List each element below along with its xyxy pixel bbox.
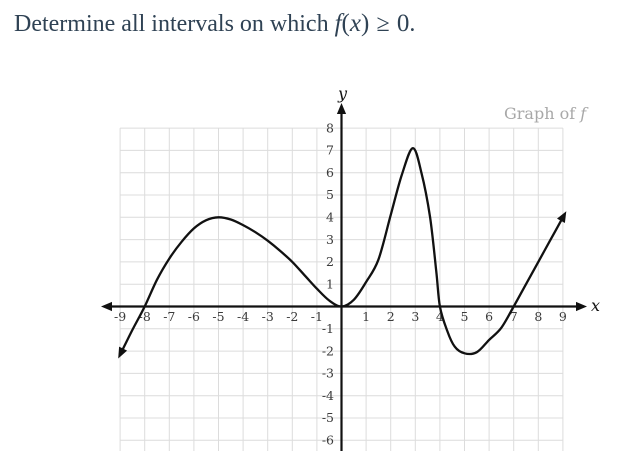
math-x: x xyxy=(349,10,361,37)
svg-text:-6: -6 xyxy=(187,309,200,324)
svg-text:8: 8 xyxy=(534,309,543,324)
svg-text:-2: -2 xyxy=(286,309,299,324)
svg-text:-3: -3 xyxy=(321,365,334,381)
svg-text:9: 9 xyxy=(558,309,567,324)
svg-text:1: 1 xyxy=(362,309,371,324)
question-title-period: . xyxy=(409,11,416,37)
svg-text:4: 4 xyxy=(435,309,444,324)
svg-text:-7: -7 xyxy=(163,309,176,324)
math-zero: 0 xyxy=(396,10,410,37)
svg-text:-5: -5 xyxy=(321,410,334,426)
math-f: f xyxy=(334,10,342,37)
svg-text:-1: -1 xyxy=(321,321,334,336)
graph-of-f-label xyxy=(504,104,586,123)
svg-text:2: 2 xyxy=(326,254,334,270)
question-title-text: Determine all intervals on which xyxy=(14,11,335,37)
svg-text:7: 7 xyxy=(509,309,518,324)
svg-text:7: 7 xyxy=(326,142,334,158)
svg-text:3: 3 xyxy=(326,231,334,247)
svg-text:-4: -4 xyxy=(237,309,250,324)
svg-text:2: 2 xyxy=(386,309,395,324)
svg-text:5: 5 xyxy=(326,187,334,203)
svg-text:4: 4 xyxy=(326,209,334,225)
svg-text:-9: -9 xyxy=(114,309,127,324)
svg-text:-8: -8 xyxy=(138,309,151,324)
svg-text:-5: -5 xyxy=(212,309,225,324)
math-lparen: ( xyxy=(341,10,350,37)
svg-text:x: x xyxy=(591,296,601,315)
svg-text:-2: -2 xyxy=(321,343,334,359)
svg-text:y: y xyxy=(337,84,348,103)
math-rparen: ) xyxy=(360,10,370,37)
svg-text:-4: -4 xyxy=(321,387,334,403)
svg-text:6: 6 xyxy=(485,309,494,324)
svg-text:-1: -1 xyxy=(310,309,323,324)
geq-symbol: ≥ xyxy=(376,11,390,37)
svg-text:-6: -6 xyxy=(321,432,334,448)
graph-of-label-text: Graph of xyxy=(504,104,581,123)
svg-text:3: 3 xyxy=(411,309,420,324)
svg-text:1: 1 xyxy=(326,276,334,292)
graph-of-label-f: f xyxy=(580,104,587,123)
svg-text:-3: -3 xyxy=(261,309,274,324)
svg-text:8: 8 xyxy=(326,120,334,136)
svg-text:5: 5 xyxy=(460,309,469,324)
svg-text:6: 6 xyxy=(326,164,334,180)
